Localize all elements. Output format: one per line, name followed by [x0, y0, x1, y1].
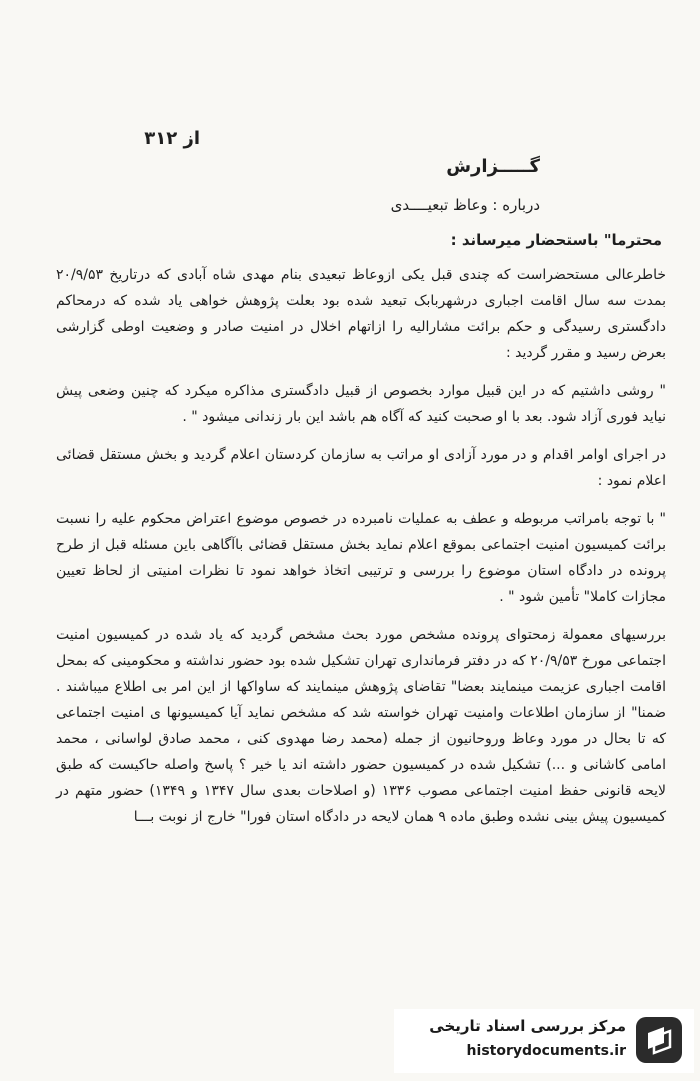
- report-body: [56, 262, 666, 842]
- report-subject: درباره : وعاظ تبعیــــدی: [390, 196, 540, 214]
- page-number: از ۳۱۲: [144, 128, 200, 149]
- watermark-url: historydocuments.ir: [466, 1043, 626, 1059]
- paragraph-2-quote: " روشی داشتیم که در این قبیل موارد بخصوص از قبیل دادگستری مذاکره میکرد که چنین وضعی پیش نیاید فوری آزاد شود. بعد با او صحبت کنید که آگاه هم باشد این بار زندانی میشود " .: [56, 383, 666, 425]
- report-title: گـــــزارش: [446, 156, 540, 177]
- paragraph-4-quote: " با توجه بامراتب مربوطه و عطف به عملیات نامبرده در خصوص موضوع اعتراض محکوم علیه را نسبت برائت کمیسیون امنیت اجتماعی بموقع اعلام نماید بخش مستقل قضائی باآگاهی باین مسئله قبل از طرح پرونده در دادگاه استان موضوع را بررسی و ترتیبی اتخاذ خواهد نمود تا نظرات امنیتی از لحاظ تعیین مجازات کاملا" تأمین شود " .: [56, 511, 666, 605]
- paragraph-3: در اجرای اوامر اقدام و در مورد آزادی او مراتب به سازمان کردستان اعلام گردید و بخش مستقل قضائی اعلام نمود :: [56, 447, 666, 489]
- paragraph-5: بررسیهای معمولة زمحتوای پرونده مشخص مورد بحث مشخص گردید که یاد شده در کمیسیون امنیت اجتماعی مورخ ۲۰/۹/۵۳ که در دفتر فرمانداری تهران تشکیل شده بود حضور نداشته و محکومینی که بمحل اقامت اجباری عزیمت مینمایند بعضا" تقاضای پژوهش مینمایند که ساواکها از این امر بی اطلاع میباشند . ضمنا" از سازمان اطلاعات وامنیت تهران خواسته شد که مشخص نماید آیا کمیسیونها ی امنیت اجتماعی که تا بحال در مورد وعاظ وروحانیون از جمله (محمد رضا مهدوی کنی ، محمد صادق لواسانی ، محمد امامی کاشانی و ...) تشکیل شده در کمیسیون حضور داشته اند یا خیر ؟ پاسخ واصله حاکیست که طبق لایحه قانونی حفظ امنیت اجتماعی مصوب ۱۳۳۶ (و اصلاحات بعدی سال ۱۳۴۷ و ۱۳۴۹) حضور متهم در کمیسیون پیش بینی نشده وطبق ماده ۹ همان لایحه در دادگاه استان فورا" خارج از نوبت بـــا: [56, 627, 666, 825]
- watermark-org-name: مرکز بررسی اسناد تاریخی: [429, 1017, 626, 1035]
- paragraph-1: خاطرعالی مستحضراست که چندی قبل یکی ازوعاظ تبعیدی بنام مهدی شاه آبادی که درتاریخ ۲۰/۹/۵۳ بمدت سه سال اقامت اجباری درشهربابک تبعید شده بود بعلت پژوهش خواهی یاد شده که درمحاکم دادگستری رسیدگی و حکم برائت مشارالیه را ازاتهام اخلال در امنیت صادر و وضعیت اوطی گزارشی بعرض رسید و مقرر گردید :: [56, 267, 666, 361]
- salutation: محترما" باستحضار میرساند :: [450, 231, 662, 249]
- watermark: [394, 1009, 694, 1073]
- archive-logo-icon: [634, 1015, 684, 1065]
